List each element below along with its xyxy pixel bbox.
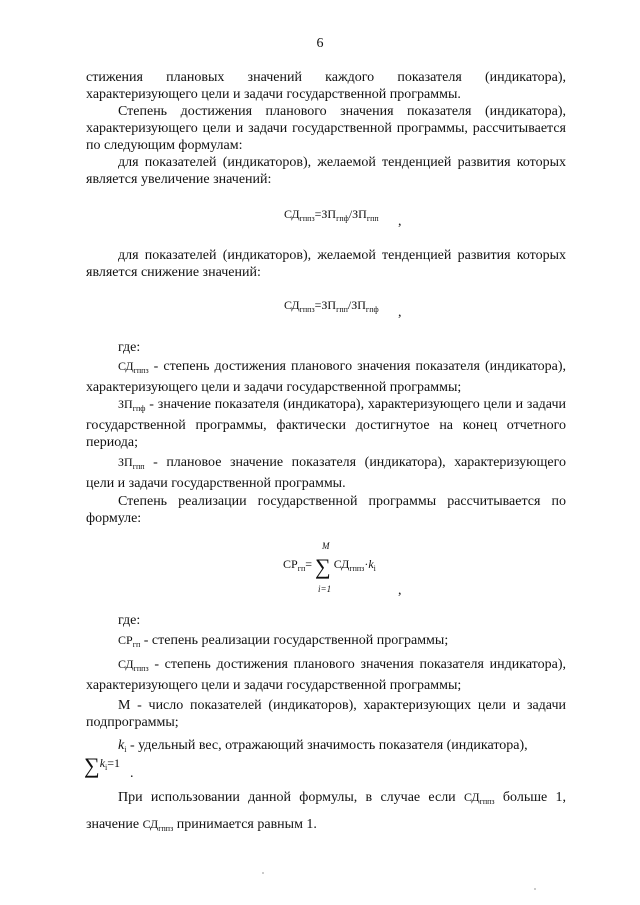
paragraph-decrease-case: для показателей (индикаторов), желаемой тенденцией развития которых является снижение значений: bbox=[86, 248, 566, 280]
definition-sr-symbol: СР bbox=[118, 633, 133, 647]
definition-zp-plan-text: - плановое значение показателя (индикатора), характеризующего цели и задачи государственной программы. bbox=[86, 455, 566, 491]
limit-rule-text-a: При использовании данной формулы, в случае если bbox=[118, 790, 464, 805]
definition-sd-text: - степень достижения планового значения показателя (индикатора), характеризующего цели и задачи государственной программы; bbox=[86, 359, 566, 395]
formula-decrease-div: /ЗП bbox=[347, 298, 366, 312]
sum-k-symbol: ∑ bbox=[84, 753, 100, 778]
scan-speck bbox=[534, 888, 536, 890]
formula-decrease-a-sub: гпп bbox=[336, 305, 348, 314]
formula-realization-comma: , bbox=[398, 583, 402, 598]
definition-sr-sub: гп bbox=[132, 640, 141, 649]
definition-sr bbox=[86, 632, 566, 654]
definition-zp-fact-text: - значение показателя (индикатора), характеризующего цели и задачи государственной программы, фактически достигнутое на конец отчетного периода; bbox=[86, 397, 566, 450]
limit-rule-text-b: больше 1, значение bbox=[86, 790, 566, 832]
formula-realization-k: k bbox=[368, 557, 374, 571]
paragraph-realization: Степень реализации государственной программы рассчитывается по формуле: bbox=[86, 494, 566, 526]
definition-sd-2 bbox=[86, 656, 566, 695]
sum-k-eq: =1 bbox=[107, 756, 121, 770]
formula-increase-div: /ЗП bbox=[348, 207, 367, 221]
formula-increase-a-sub: гпф bbox=[336, 214, 349, 223]
definition-zp-fact-symbol: ЗП bbox=[118, 397, 133, 411]
sum-upper-limit: M bbox=[322, 541, 330, 551]
formula-decrease-b-sub: гпф bbox=[365, 305, 379, 314]
sum-k-sub: i bbox=[105, 763, 108, 772]
limit-rule-text-c: принимается равным 1. bbox=[173, 817, 317, 832]
definition-k bbox=[86, 738, 566, 759]
sum-k-k: k bbox=[99, 756, 106, 770]
definition-zp-fact-sub: гпф bbox=[132, 404, 146, 413]
formula-decrease-eq: =ЗП bbox=[314, 298, 337, 312]
formula-realization-k-sub: i bbox=[373, 564, 376, 573]
formula-increase-eq: =ЗП bbox=[314, 207, 337, 221]
formula-increase-b-sub: гпп bbox=[366, 214, 379, 223]
formula-realization-lhs-sub: гп bbox=[297, 564, 306, 573]
limit-rule-symbol: СД bbox=[463, 790, 480, 804]
page-number: 6 bbox=[316, 36, 324, 51]
definition-sd-sub: гппз bbox=[133, 366, 149, 375]
formula-decrease-comma: , bbox=[398, 305, 402, 320]
definition-sd-2-symbol: СД bbox=[118, 657, 134, 671]
limit-rule-symbol-2: СД bbox=[142, 817, 159, 831]
formula-realization-mult: · bbox=[364, 557, 369, 571]
paragraph-limit-rule bbox=[86, 786, 566, 840]
definition-sd-2-sub: гппз bbox=[133, 664, 149, 673]
formula-increase bbox=[284, 207, 379, 223]
definition-sd bbox=[86, 358, 566, 397]
definition-zp-plan-sub: гпп bbox=[132, 462, 145, 471]
formula-realization bbox=[283, 556, 376, 578]
formula-decrease-lhs-sub: гппз bbox=[299, 305, 315, 314]
formula-realization-lhs: СР bbox=[283, 557, 298, 571]
paragraph-increase-case: для показателей (индикаторов), желаемой тенденцией развития которых является увеличение значений: bbox=[86, 155, 566, 187]
formula-increase-comma: , bbox=[398, 214, 402, 229]
where-label-2: где: bbox=[118, 613, 141, 628]
definition-zp-fact bbox=[86, 396, 566, 451]
definition-sd-2-text: - степень достижения планового значения показателя индикатора), характеризующего цели и задачи государственной программы; bbox=[86, 657, 566, 693]
limit-rule-sub: гппз bbox=[479, 797, 495, 806]
formula-decrease bbox=[284, 298, 379, 314]
formula-increase-lhs-sub: гппз bbox=[299, 214, 315, 223]
sum-lower-limit: i=1 bbox=[318, 584, 332, 594]
formula-decrease-lhs: СД bbox=[284, 298, 300, 312]
definition-k-sub: i bbox=[124, 745, 127, 754]
paragraph-intro: Степень достижения планового значения показателя (индикатора), характеризующего цели и задачи государственной программы, рассчитывается по следующим формулам: bbox=[86, 104, 566, 153]
where-label-1: где: bbox=[118, 340, 141, 355]
formula-increase-lhs: СД bbox=[284, 207, 300, 221]
limit-rule-sub-2: гппз bbox=[158, 824, 174, 833]
formula-realization-eq: = bbox=[305, 557, 313, 571]
formula-realization-term: СД bbox=[333, 557, 350, 571]
sum-k-dot: . bbox=[130, 766, 134, 781]
sum-k-equals-one bbox=[84, 755, 120, 777]
definition-k-symbol: k bbox=[118, 738, 125, 753]
formula-realization-term-sub: гппз bbox=[349, 564, 365, 573]
paragraph-continuation: стижения плановых значений каждого показателя (индикатора), характеризующего цели и задачи государственной программы. bbox=[86, 70, 566, 102]
definition-sr-text: - степень реализации государственной программы; bbox=[140, 633, 449, 648]
definition-sd-symbol: СД bbox=[118, 359, 134, 373]
definition-k-text: - удельный вес, отражающий значимость показателя (индикатора), bbox=[126, 738, 528, 753]
definition-zp-plan-symbol: ЗП bbox=[118, 455, 133, 469]
sum-symbol: ∑ bbox=[315, 554, 331, 579]
definition-zp-plan bbox=[86, 454, 566, 493]
scan-speck bbox=[262, 872, 264, 874]
definition-m: М - число показателей (индикаторов), характеризующих цели и задачи подпрограммы; bbox=[86, 698, 566, 730]
